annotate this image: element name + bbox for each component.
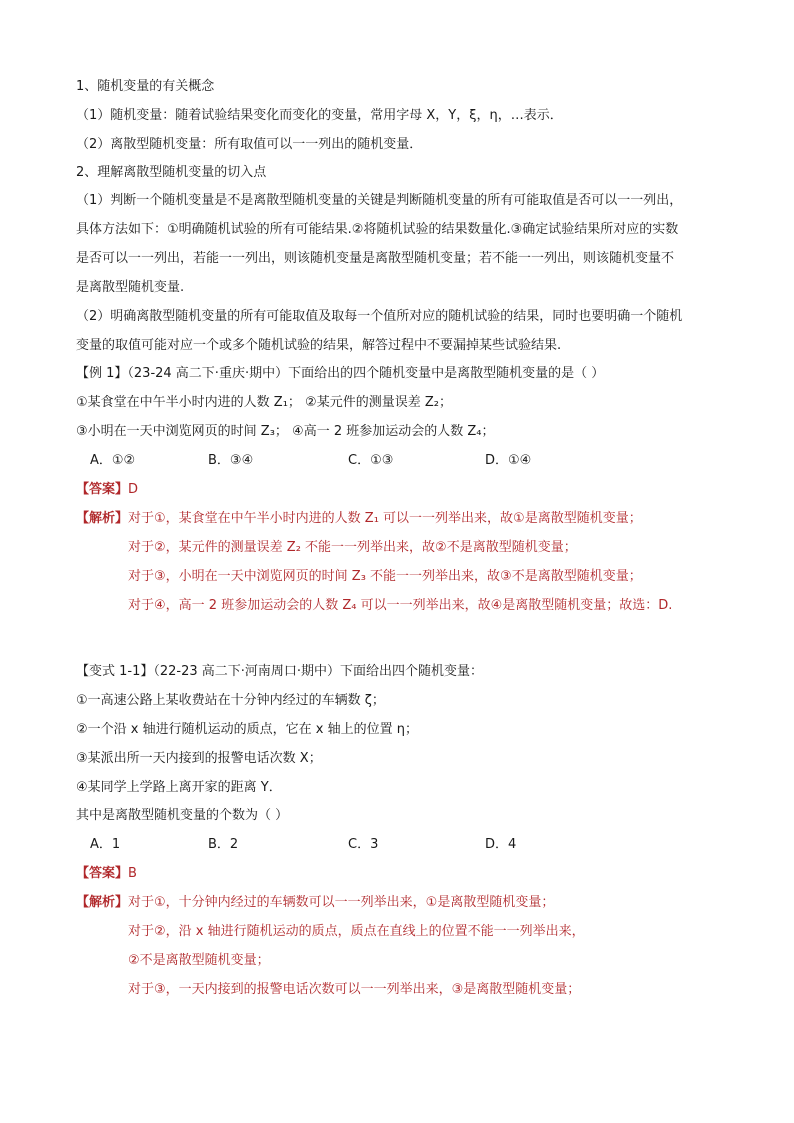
variant-1-1-choice-1: ①一高速公路上某收费站在十分钟内经过的车辆数 ζ； <box>76 693 385 708</box>
section-2-para-1-line-4: 是离散型随机变量. <box>76 280 185 295</box>
example-1-solution-line-3: 对于③，小明在一天中浏览网页的时间 Z₃ 不能一一列举出来，故③不是离散型随机变量； <box>128 569 642 584</box>
variant-1-1-option-c: C．3 <box>348 837 379 852</box>
answer-value: D <box>128 482 139 497</box>
variant-1-1-choice-2: ②一个沿 x 轴进行随机运动的质点，它在 x 轴上的位置 η； <box>76 722 418 737</box>
section-2-para-1-line-3: 是否可以一一列出，若能一一列出，则该随机变量是离散型随机变量；若不能一一列出，则该随机变量不 <box>76 251 675 266</box>
example-1-option-a: A．①② <box>90 453 136 468</box>
example-1-choices-line-1: ①某食堂在中午半小时内进的人数 Z₁； ②某元件的测量误差 Z₂； <box>76 395 452 410</box>
section-1-item-2: （2）离散型随机变量：所有取值可以一一列出的随机变量． <box>76 137 423 152</box>
section-2-para-1-line-1: （1）判断一个随机变量是不是离散型随机变量的关键是判断随机变量的所有可能取值是否可以一一列出， <box>76 193 683 208</box>
solution-tag: 【解析】 <box>76 895 129 910</box>
example-1-option-b: B．③④ <box>208 453 254 468</box>
example-1-answer <box>76 480 138 500</box>
example-1-solution-line-2: 对于②，某元件的测量误差 Z₂ 不能一一列举出来，故②不是离散型随机变量； <box>128 540 577 555</box>
section-2-para-2-line-2: 变量的取值可能对应一个或多个随机试验的结果，解答过程中不要漏掉某些试验结果. <box>76 338 562 353</box>
answer-tag: 【答案】 <box>76 866 129 881</box>
variant-1-1-question: 其中是离散型随机变量的个数为（ ） <box>76 808 289 823</box>
section-1-item-1: （1）随机变量：随着试验结果变化而变化的变量，常用字母 X，Y，ξ，η，…表示． <box>76 108 563 123</box>
example-1-title: 【例 1】（23-24 高二下·重庆·期中）下面给出的四个随机变量中是离散型随机变量的是（ ） <box>76 366 605 381</box>
answer-tag: 【答案】 <box>76 482 129 497</box>
variant-1-1-solution-line-2: 对于②，沿 x 轴进行随机运动的质点，质点在直线上的位置不能一一列举出来， <box>128 924 585 939</box>
variant-1-1-choice-3: ③某派出所一天内接到的报警电话次数 X； <box>76 751 322 766</box>
variant-1-1-solution-line-1 <box>76 893 554 913</box>
section-2-para-2-line-1: （2）明确离散型随机变量的所有可能取值及取每一个值所对应的随机试验的结果，同时也要明确一个随机 <box>76 309 683 324</box>
example-1-option-c: C．①③ <box>348 453 394 468</box>
variant-1-1-title: 【变式 1-1】（22-23 高二下·河南周口·期中）下面给出四个随机变量： <box>76 664 484 679</box>
example-1-choices-line-2: ③小明在一天中浏览网页的时间 Z₃； ④高一 2 班参加运动会的人数 Z₄； <box>76 424 495 439</box>
section-1-heading: 1、随机变量的有关概念 <box>76 79 215 94</box>
variant-1-1-solution-line-3: ②不是离散型随机变量； <box>128 953 270 968</box>
solution-tag: 【解析】 <box>76 511 129 526</box>
solution-text: 对于①，十分钟内经过的车辆数可以一一列举出来，①是离散型随机变量； <box>128 895 555 910</box>
variant-1-1-answer <box>76 864 137 884</box>
variant-1-1-option-d: D．4 <box>485 837 517 852</box>
example-1-option-d: D．①④ <box>485 453 532 468</box>
section-2-para-1-line-2: 具体方法如下：①明确随机试验的所有可能结果.②将随机试验的结果数量化.③确定试验结果所对应的实数 <box>76 222 679 237</box>
example-1-solution-line-4: 对于④，高一 2 班参加运动会的人数 Z₄ 可以一一列举出来，故④是离散型随机变量；故选：D. <box>128 598 673 613</box>
example-1-solution-line-1 <box>76 509 642 529</box>
variant-1-1-option-b: B．2 <box>208 837 239 852</box>
variant-1-1-choice-4: ④某同学上学路上离开家的距离 Y． <box>76 780 282 795</box>
section-2-heading: 2、理解离散型随机变量的切入点 <box>76 165 267 180</box>
solution-text: 对于①，某食堂在中午半小时内进的人数 Z₁ 可以一一列举出来，故①是离散型随机变量； <box>128 511 642 526</box>
variant-1-1-solution-line-4: 对于③，一天内接到的报警电话次数可以一一列举出来，③是离散型随机变量； <box>128 982 581 997</box>
variant-1-1-option-a: A．1 <box>90 837 121 852</box>
answer-value: B <box>128 866 137 881</box>
